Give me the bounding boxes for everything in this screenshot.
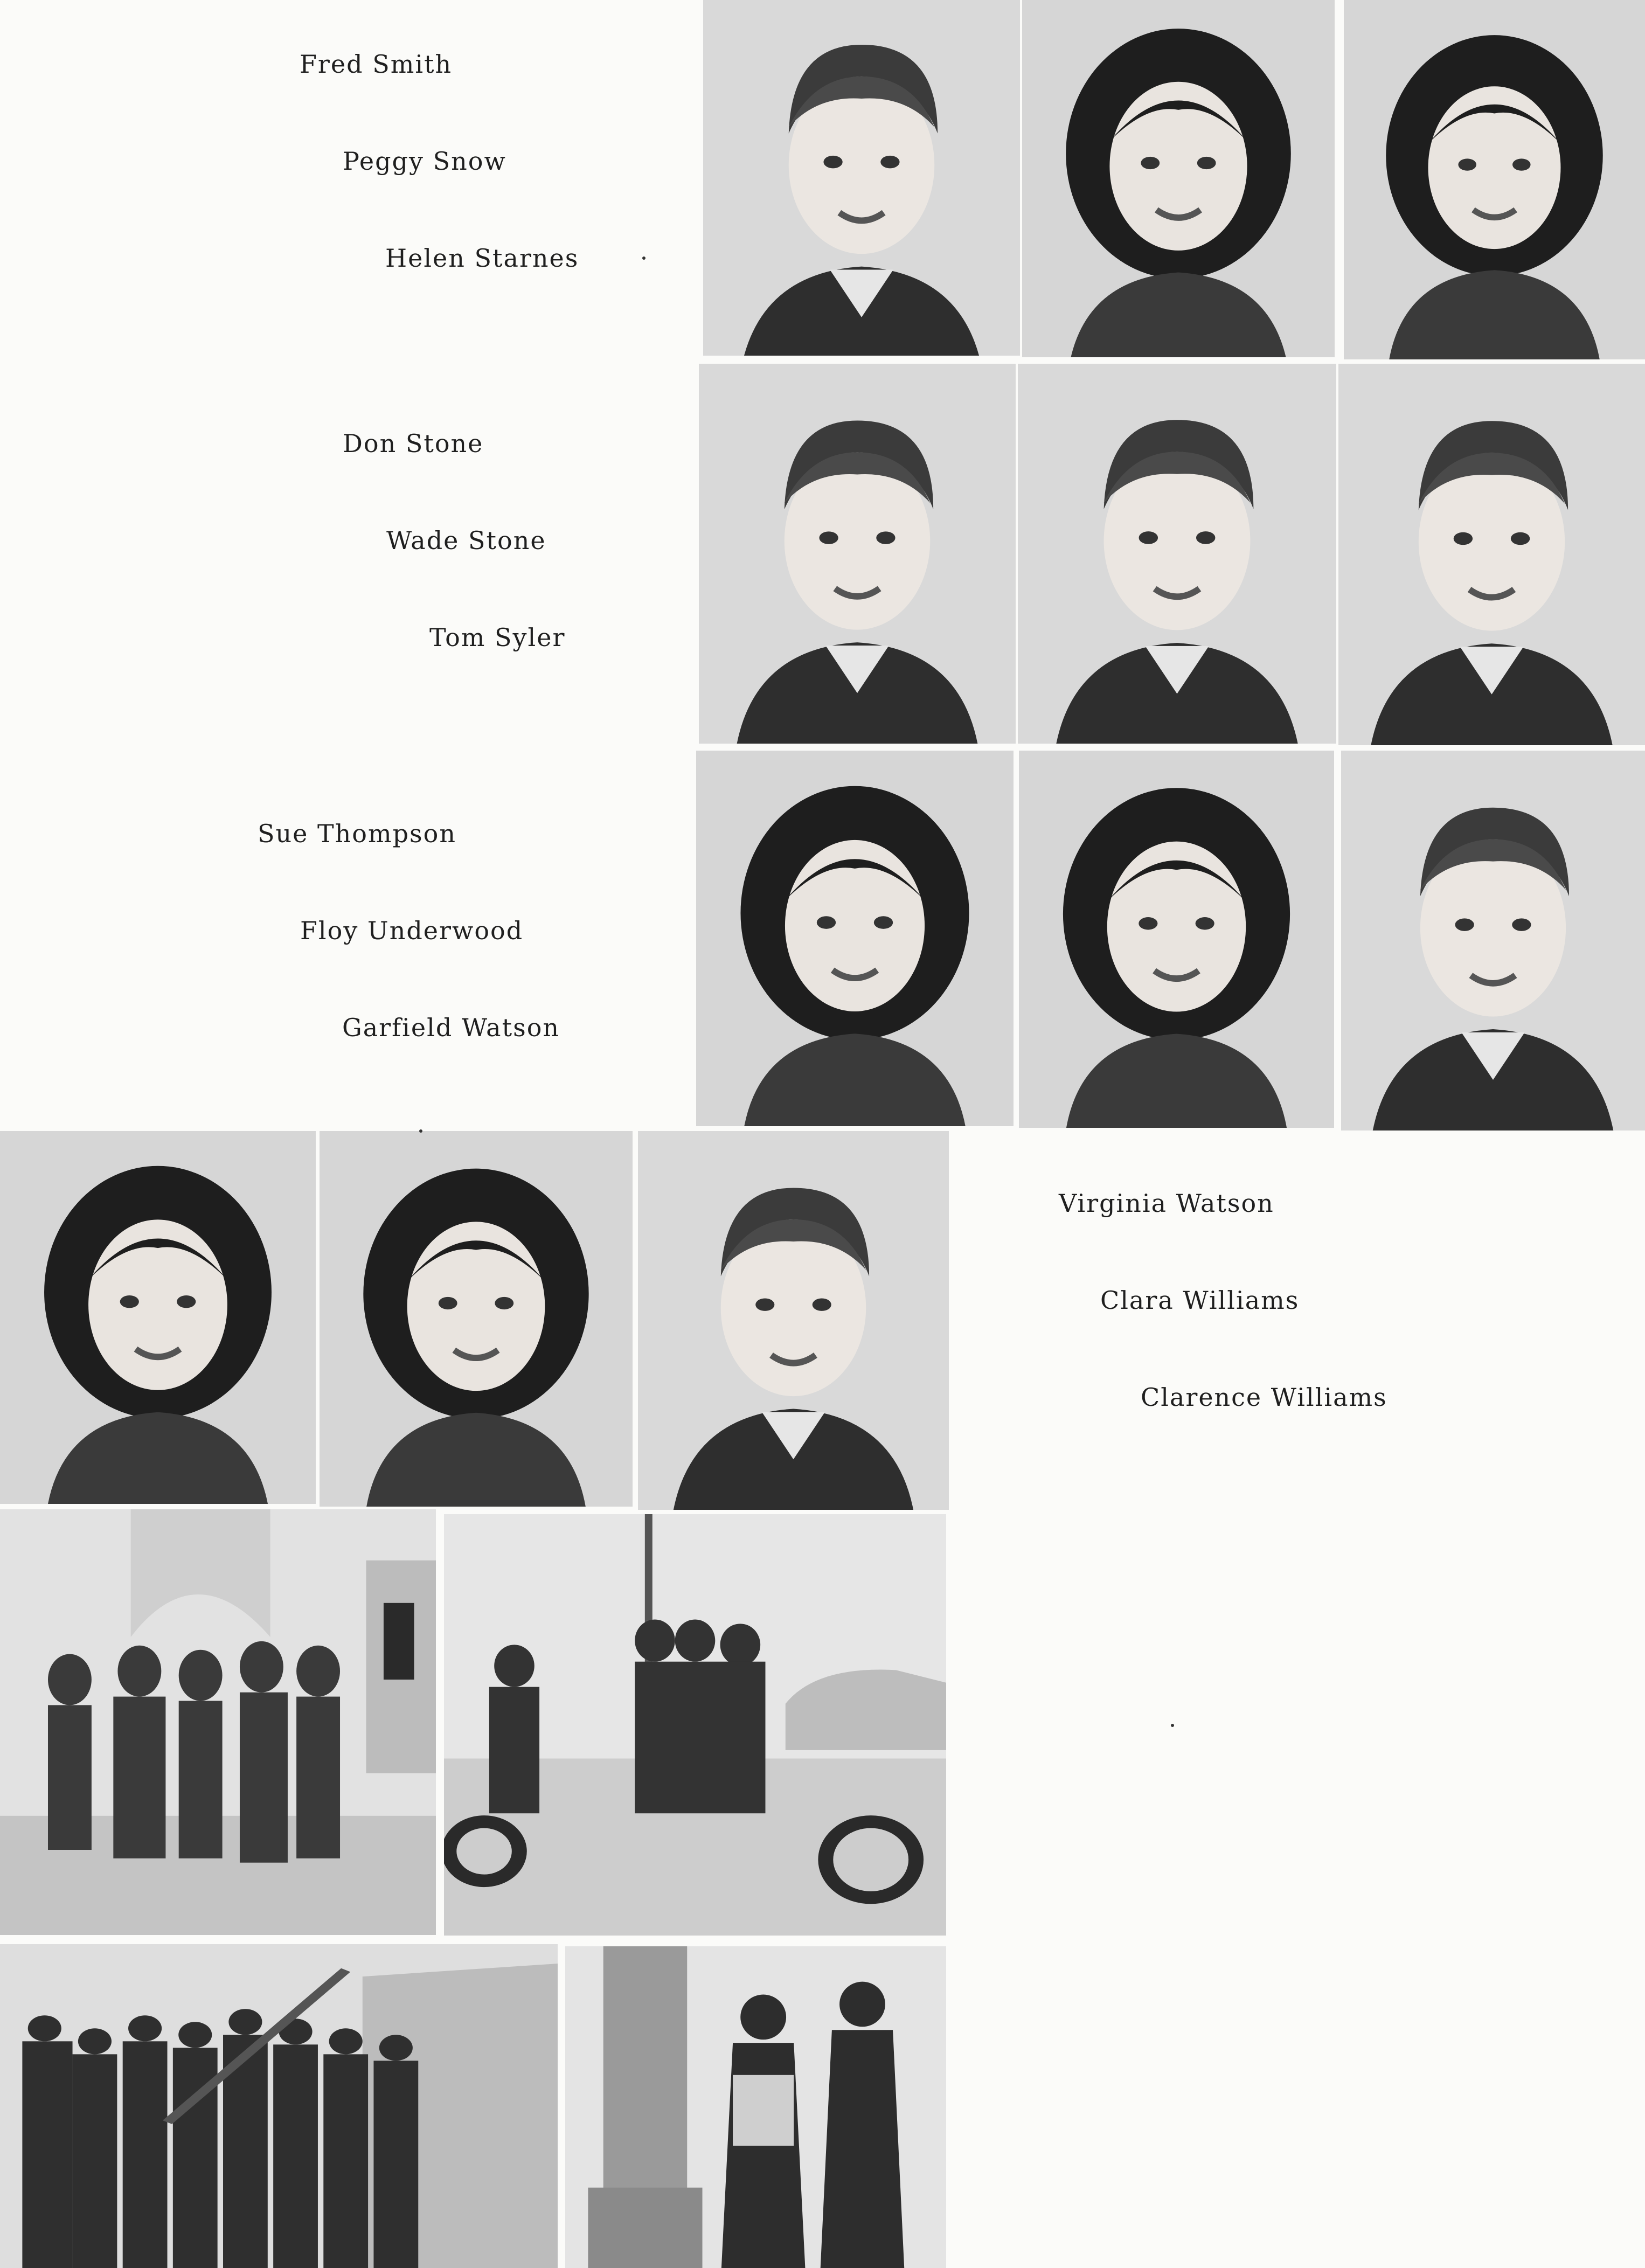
- portrait-girl-icon: [1344, 0, 1645, 359]
- name-virginia-watson: Virginia Watson: [1059, 1189, 1274, 1218]
- portrait-photo: [696, 751, 1014, 1126]
- paper-speck: [419, 1129, 422, 1133]
- portrait-photo: [1018, 364, 1336, 744]
- portrait-photo: [0, 1131, 316, 1504]
- portrait-girl-icon: [1019, 751, 1334, 1128]
- paper-speck: [642, 256, 645, 260]
- name-don-stone: Don Stone: [343, 429, 484, 458]
- name-wade-stone: Wade Stone: [386, 526, 546, 555]
- name-helen-starnes: Helen Starnes: [385, 244, 579, 273]
- name-floy-underwood: Floy Underwood: [300, 916, 524, 945]
- portrait-photo: [638, 1131, 949, 1510]
- portrait-boy-icon: [1018, 364, 1336, 744]
- portrait-boy-icon: [1341, 751, 1645, 1130]
- portrait-photo: [1338, 364, 1645, 745]
- motor-scooter-snapshot-icon: [444, 1514, 946, 1936]
- portrait-photo: [1022, 0, 1335, 357]
- portrait-girl-icon: [696, 751, 1014, 1126]
- name-garfield-watson: Garfield Watson: [342, 1013, 560, 1042]
- paper-speck: [1171, 1724, 1174, 1727]
- portrait-girl-icon: [0, 1131, 316, 1504]
- portrait-photo: [1341, 751, 1645, 1130]
- name-peggy-snow: Peggy Snow: [343, 147, 506, 176]
- name-sue-thompson: Sue Thompson: [258, 819, 456, 848]
- name-tom-syler: Tom Syler: [429, 623, 566, 652]
- name-clara-williams: Clara Williams: [1100, 1286, 1300, 1315]
- portrait-photo: [320, 1131, 633, 1507]
- portrait-girl-icon: [1022, 0, 1335, 357]
- portrait-photo: [1019, 751, 1334, 1128]
- portrait-boy-icon: [638, 1131, 949, 1510]
- snapshot-photo: [0, 1944, 558, 2268]
- portrait-girl-icon: [320, 1131, 633, 1507]
- portrait-boy-icon: [699, 364, 1016, 744]
- two-girls-column-snapshot-icon: [565, 1946, 946, 2268]
- portrait-boy-icon: [703, 0, 1020, 356]
- portrait-photo: [699, 364, 1016, 744]
- group-boys-snapshot-icon: [0, 1944, 558, 2268]
- name-clarence-williams: Clarence Williams: [1141, 1383, 1387, 1412]
- snapshot-photo: [444, 1514, 946, 1936]
- portrait-boy-icon: [1338, 364, 1645, 745]
- group-girls-snapshot-icon: [0, 1509, 436, 1935]
- snapshot-photo: [0, 1509, 436, 1935]
- snapshot-photo: [565, 1946, 946, 2268]
- name-fred-smith: Fred Smith: [300, 50, 453, 79]
- portrait-photo: [703, 0, 1020, 356]
- portrait-photo: [1344, 0, 1645, 359]
